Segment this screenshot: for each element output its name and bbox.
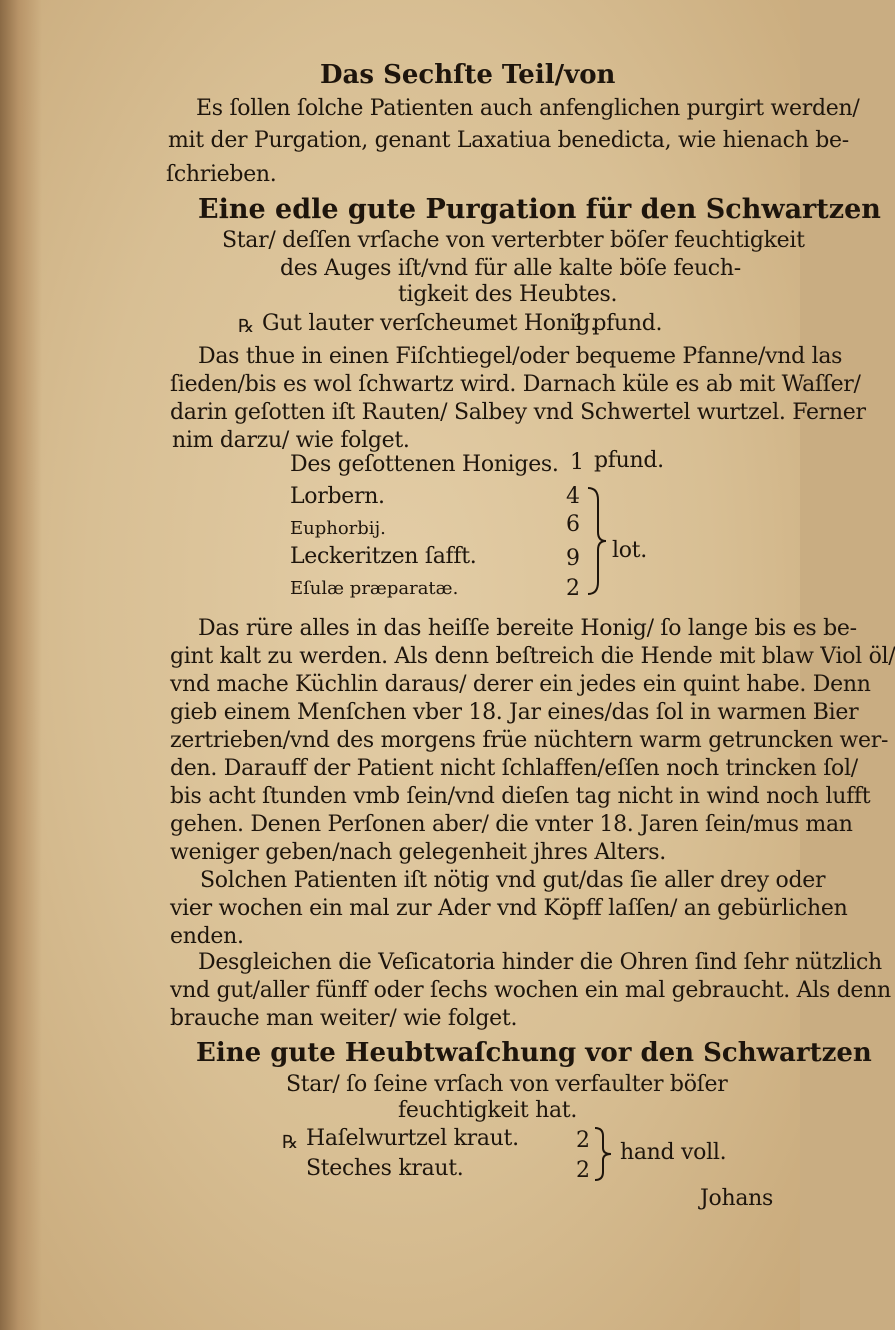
para4-line-2: vnd gut/aller fünff oder ſechs wochen ein mal gebraucht. Als denn	[170, 978, 891, 1003]
para2-line-4: gieb einem Menſchen vber 18. Jar eines/das ſol in warmen Bier	[170, 700, 859, 725]
ingredient-name: Des geſottenen Honiges.	[290, 452, 559, 477]
para1-line-1: Das thue in einen Fiſchtiegel/oder bequeme Pfanne/vnd las	[198, 344, 843, 369]
ingredient-qty: 4	[566, 484, 580, 509]
recipe-first-item: Gut lauter verſcheumet Honig.	[262, 311, 597, 336]
group-unit: lot.	[612, 538, 647, 563]
section2-heading-line-2: Star/ ſo ſeine vrſach von verfaulter böſer	[286, 1072, 728, 1097]
para1-line-4: nim darzu/ wie folget.	[172, 428, 410, 453]
ingredient-unit: pfund.	[594, 448, 664, 473]
para3-line-2: vier wochen ein mal zur Ader vnd Köpff laſſen/ an gebürlichen	[170, 896, 848, 921]
ingredient-qty: 2	[576, 1158, 590, 1183]
ingredient-name: Steches kraut.	[306, 1156, 464, 1181]
ingredient-name: Haſelwurtzel kraut.	[306, 1126, 519, 1151]
intro-line-1: Es ſollen ſolche Patienten auch anfenglichen purgirt werden/	[196, 96, 860, 121]
para1-line-3: darin geſotten iſt Rauten/ Salbey vnd Schwertel wurtzel. Ferner	[170, 400, 866, 425]
para3-line-3: enden.	[170, 924, 244, 949]
para2-line-3: vnd mache Küchlin daraus/ derer ein jedes ein quint habe. Denn	[170, 672, 871, 697]
brace-icon	[584, 486, 608, 596]
catchword: Johans	[700, 1186, 774, 1211]
para2-line-9: weniger geben/nach gelegenheit jhres Alters.	[170, 840, 666, 865]
group-unit: hand voll.	[620, 1140, 727, 1165]
ingredient-name: Euphorbij.	[290, 518, 386, 539]
para2-line-1: Das rüre alles in das heiſſe bereite Honig/ ſo lange bis es be-	[198, 616, 857, 641]
ingredient-qty: 2	[576, 1128, 590, 1153]
ingredient-name: Leckeritzen ſafft.	[290, 544, 477, 569]
ingredient-qty: 1	[570, 450, 584, 475]
page-gutter-shadow	[0, 0, 42, 1330]
recipe-symbol: ℞	[238, 316, 255, 337]
intro-line-2: mit der Purgation, genant Laxatiua benedicta, wie hienach be-	[168, 128, 849, 153]
para3-line-1: Solchen Patienten iſt nötig vnd gut/das ſie aller drey oder	[200, 868, 826, 893]
para2-line-8: gehen. Denen Perſonen aber/ die vnter 18. Jaren ſein/mus man	[170, 812, 853, 837]
para2-line-5: zertrieben/vnd des morgens früe nüchtern warm getruncken wer-	[170, 728, 889, 753]
section1-heading-line-3: des Auges iſt/vnd für alle kalte böſe feuch-	[280, 256, 741, 281]
para4-line-3: brauche man weiter/ wie folget.	[170, 1006, 518, 1031]
ingredient-qty: 2	[566, 576, 580, 601]
para2-line-6: den. Darauff der Patient nicht ſchlaffen/eſſen noch trincken ſol/	[170, 756, 858, 781]
ingredient-name: Lorbern.	[290, 484, 385, 509]
section1-heading-line-2: Star/ deſſen vrſache von verterbter böſer feuchtigkeit	[222, 228, 805, 253]
para4-line-1: Desgleichen die Veſicatoria hinder die Ohren ſind ſehr nützlich	[198, 950, 882, 975]
para2-line-7: bis acht ſtunden vmb ſein/vnd dieſen tag nicht in wind noch lufft	[170, 784, 871, 809]
section1-heading-line-1: Eine edle gute Purgation für den Schwartzen	[198, 194, 881, 225]
intro-line-3: ſchrieben.	[166, 162, 277, 187]
recipe-symbol: ℞	[282, 1132, 299, 1153]
para2-line-2: gint kalt zu werden. Als denn beſtreich die Hende mit blaw Viol öl/	[170, 644, 895, 669]
running-title: Das Sechſte Teil/von	[320, 60, 616, 90]
section1-heading-line-4: tigkeit des Heubtes.	[398, 282, 618, 307]
ingredient-name: Eſulæ præparatæ.	[290, 578, 459, 599]
para1-line-2: ſieden/bis es wol ſchwartz wird. Darnach küle es ab mit Waſſer/	[170, 372, 861, 397]
recipe-first-amount: 1 pfund.	[572, 311, 663, 336]
section2-heading-line-3: feuchtigkeit hat.	[398, 1098, 578, 1123]
section2-heading-line-1: Eine gute Heubtwaſchung vor den Schwartzen	[196, 1038, 872, 1068]
ingredient-qty: 9	[566, 546, 580, 571]
brace-icon	[592, 1126, 614, 1182]
ingredient-qty: 6	[566, 512, 580, 537]
